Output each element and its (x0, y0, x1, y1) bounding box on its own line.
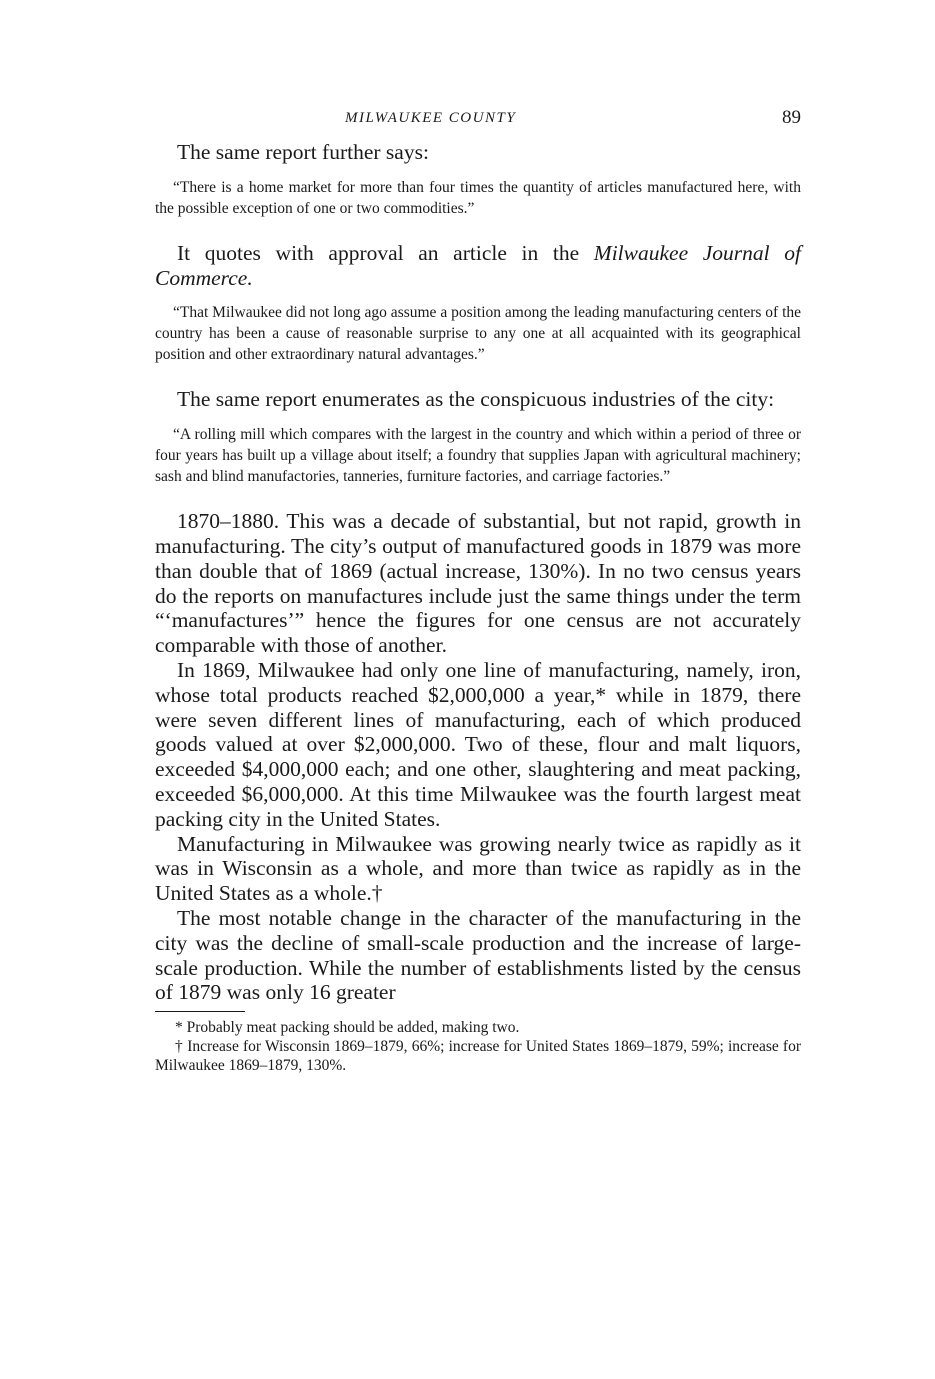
journal-intro-text: It quotes with approval an article in the (177, 240, 594, 265)
footnote-meat-packing: * Probably meat packing should be added, making two. (175, 1019, 520, 1037)
paragraph-1870-1880: 1870–1880. This was a decade of substantial, but not rapid, growth in manufacturing. The city’s output of manufactured goods in 1879 was more than double that of 1869 (actual increase, 130%). In no two census years do the reports on manufactures include just the same things under the term “‘manufactures’” hence the figures for one census are not accurately comparable with those of another. (155, 509, 801, 658)
footnote-rule (155, 1011, 245, 1012)
paragraph-growth-rate: Manufacturing in Milwaukee was growing nearly twice as rapidly as it was in Wisconsin as a whole, and more than twice as rapidly as in the United States as a whole.† (155, 831, 801, 906)
paragraph-journal-of-commerce (155, 241, 801, 291)
quote-home-market: “There is a home market for more than four times the quantity of articles manufactured here, with the possible exception of one or two commodities.” (155, 178, 801, 217)
quote-rolling-mill: “A rolling mill which compares with the largest in the country and which within a period of three or four years has built up a village about itself; a foundry that supplies Japan with agricultural machinery; sash and blind manufactories, tanneries, furniture factories, and carriage factories.” (155, 426, 801, 486)
journal-title: Milwaukee Journal of Commerce. (155, 240, 802, 290)
running-title: MILWAUKEE COUNTY (345, 110, 517, 126)
footnote-increase: † Increase for Wisconsin 1869–1879, 66%; increase for United States 1869–1879, 59%; increase for Milwaukee 1869–1879, 130%. (155, 1038, 801, 1075)
paragraph-1869-iron: In 1869, Milwaukee had only one line of manufacturing, namely, iron, whose total products reached $2,000,000 a year,* while in 1879, there were seven different lines of manufacturing, each of which produced goods valued at over $2,000,000. Two of these, flour and malt liquors, exceeded $4,000,000 each; and one other, slaughtering and meat packing, exceeded $6,000,000. At this time Milwaukee was the fourth largest meat packing city in the United States. (155, 657, 801, 831)
running-head (155, 107, 801, 140)
quote-manufacturing-centers: “That Milwaukee did not long ago assume a position among the leading manufacturing centers of the country has been a cause of reasonable surprise to any one at all acquainted with its geographical position and other extraordinary natural advantages.” (155, 304, 802, 364)
paragraph-large-scale: The most notable change in the character of the manufacturing in the city was the decline of small-scale production and the increase of large-scale production. While the number of establishments listed by the census of 1879 was only 16 greater (155, 905, 801, 1005)
paragraph-report-says: The same report further says: (177, 140, 429, 164)
paragraph-conspicuous-industries: The same report enumerates as the conspicuous industries of the city: (177, 387, 775, 412)
page-content (155, 107, 802, 1075)
page-number: 89 (782, 107, 801, 128)
